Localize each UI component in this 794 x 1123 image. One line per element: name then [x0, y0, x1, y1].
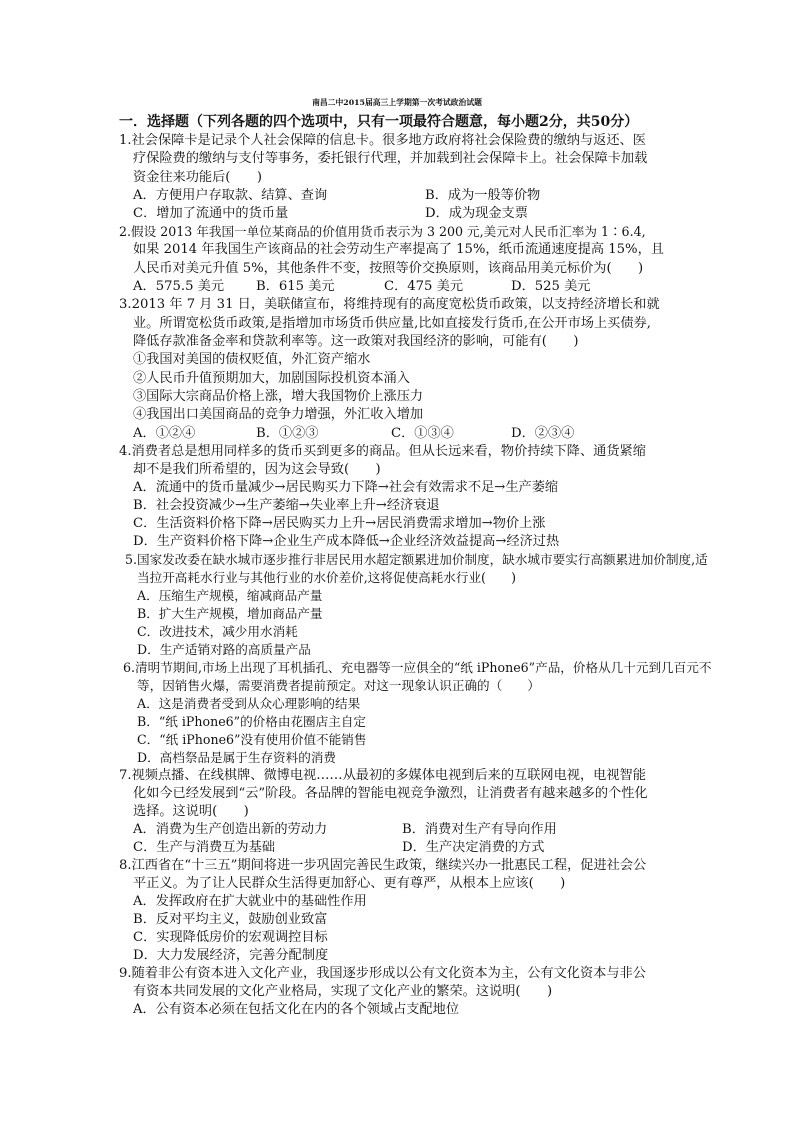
- question-7-line-1: 7.视频点播、在线棋牌、微博电视……从最初的多媒体电视到后来的互联网电视，电视智能: [119, 768, 646, 783]
- question-6-option-c: C．“纸 iPhone6”没有使用价值不能销售: [137, 732, 367, 747]
- question-5-option-c: C．改进技术，减少用水消耗: [137, 624, 298, 639]
- question-2-line-1: 2.假设 2013 年我国一单位某商品的价值用货币表示为 3 200 元,美元对人民币汇率为 1∶6.4,: [119, 224, 646, 239]
- question-8-line-1: 8.江西省在“十三五”期间将进一步巩固完善民生政策，继续兴办一批惠民工程，促进社会公: [119, 858, 647, 873]
- question-1-option-c: C．增加了流通中的货币量: [133, 206, 289, 221]
- question-2-line-2: 如果 2014 年我国生产该商品的社会劳动生产率提高了 15%，纸币流通速度提高 15%，且: [133, 242, 664, 257]
- question-7-option-b: B．消费对生产有导向作用: [402, 822, 557, 837]
- question-7-option-c: C．生产与消费互为基础: [133, 840, 275, 855]
- question-2-option-c: C．475 美元: [384, 279, 464, 294]
- question-2-line-3: 人民币对美元升值 5%，其他条件不变，按照等价交换原则，该商品用美元标价为( ): [133, 261, 644, 276]
- question-5-option-d: D．生产适销对路的高质量产品: [137, 642, 311, 657]
- question-8-option-a: A．发挥政府在扩大就业中的基础性作用: [133, 894, 367, 909]
- question-4-option-c: C．生活资料价格下降→居民购买力上升→居民消费需求增加→物价上涨: [133, 516, 546, 531]
- question-2-option-b: B．615 美元: [256, 279, 335, 294]
- question-3-line-3: 降低存款准备金率和贷款利率等。这一政策对我国经济的影响，可能有( ): [133, 334, 579, 349]
- question-1-line-3: 资金往来功能后( ): [133, 170, 262, 185]
- question-1-option-a: A．方便用户存取款、结算、查询: [133, 188, 328, 203]
- question-1-line-1: 1.社会保障卡是记录个人社会保障的信息卡。很多地方政府将社会保险费的缴纳与返还、医: [119, 133, 646, 148]
- question-2-option-a: A．575.5 美元: [133, 279, 225, 294]
- question-7-line-3: 选择。这说明( ): [133, 804, 249, 819]
- question-1-line-2: 疗保险费的缴纳与支付等事务，委托银行代理，并加载到社会保障卡上。社会保障卡加载: [133, 151, 648, 166]
- question-3-statement-1: ①我国对美国的债权贬值，外汇资产缩水: [133, 352, 371, 367]
- question-8-option-d: D．大力发展经济，完善分配制度: [133, 948, 329, 963]
- question-8-option-c: C．实现降低房价的宏观调控目标: [133, 930, 328, 945]
- page-title: 南昌二中2015届高三上学期第一次考试政治试题: [312, 98, 482, 107]
- question-3-line-1: 3.2013 年 7 月 31 日，美联储宣布，将维持现有的高度宽松货币政策，以支持经济增长和就: [119, 297, 660, 312]
- question-9-line-2: 有资本共同发展的文化产业格局，实现了文化产业的繁荣。这说明( ): [133, 984, 553, 999]
- question-3-option-a: A．①②④: [133, 426, 196, 441]
- question-4-line-2: 却不是我们所希望的，因为这会导致( ): [133, 462, 381, 477]
- question-1-option-b: B．成为一般等价物: [425, 188, 541, 203]
- question-3-option-c: C．①③④: [391, 426, 454, 441]
- question-9-option-a: A．公有资本必须在包括文化在内的各个领域占支配地位: [133, 1002, 460, 1017]
- question-3-statement-3: ③国际大宗商品价格上涨，增大我国物价上涨压力: [133, 389, 424, 404]
- question-4-option-d: D．生产资料价格下降→企业生产成本降低→企业经济效益提高→经济过热: [133, 534, 560, 549]
- question-5-option-b: B．扩大生产规模，增加商品产量: [137, 606, 323, 621]
- question-6-option-d: D．高档祭品是属于生存资料的消费: [137, 750, 337, 765]
- question-8-option-b: B．反对平均主义，鼓励创业致富: [133, 912, 328, 927]
- section-heading: 一．选择题（下列各题的四个选项中，只有一项最符合题意，每小题2分，共50分）: [119, 114, 639, 130]
- question-3-option-d: D．②③④: [511, 426, 575, 441]
- question-4-line-1: 4.消费者总是想用同样多的货币买到更多的商品。但从长远来看，物价持续下降、通货紧缩: [119, 444, 646, 459]
- question-6-option-b: B．“纸 iPhone6”的价格由花圈店主自定: [137, 714, 367, 729]
- question-1-option-d: D．成为现金支票: [425, 206, 528, 221]
- question-4-option-b: B．社会投资减少→生产萎缩→失业率上升→经济衰退: [133, 498, 440, 513]
- question-6-option-a: A．这是消费者受到从众心理影响的结果: [137, 696, 361, 711]
- question-5-option-a: A．压缩生产规模，缩减商品产量: [137, 588, 323, 603]
- question-9-line-1: 9.随着非公有资本进入文化产业，我国逐步形成以公有文化资本为主，公有文化资本与非公: [119, 966, 646, 981]
- question-4-option-a: A．流通中的货币量减少→居民购买力下降→社会有效需求不足→生产萎缩: [133, 480, 559, 495]
- question-7-line-2: 化如今已经发展到“云”阶段。各品牌的智能电视竞争激烈，让消费者有越来越多的个性化: [133, 786, 648, 801]
- question-3-statement-4: ④我国出口美国商品的竞争力增强，外汇收入增加: [133, 407, 424, 422]
- question-6-line-2: 等，因销售火爆，需要消费者提前预定。对这一现象认识正确的（ ）: [137, 678, 540, 693]
- question-5-line-1: 5.国家发改委在缺水城市逐步推行非居民用水超定额累进加价制度，缺水城市要实行高额累进加价制度,适: [125, 552, 708, 567]
- question-2-option-d: D．525 美元: [511, 279, 591, 294]
- question-6-line-1: 6.清明节期间,市场上出现了耳机插孔、充电器等一应俱全的“纸 iPhone6”产品，价格从几十元到几百元不: [123, 660, 712, 675]
- question-8-line-2: 平正义。为了让人民群众生活得更加舒心、更有尊严，从根本上应该( ): [133, 876, 566, 891]
- question-7-option-d: D．生产决定消费的方式: [402, 840, 545, 855]
- question-3-line-2: 业。所谓宽松货币政策,是指增加市场货币供应量,比如直接发行货币,在公开市场上买债券,: [133, 316, 651, 331]
- question-3-statement-2: ②人民币升值预期加大，加剧国际投机资本涌入: [133, 371, 410, 386]
- question-3-option-b: B．①②③: [256, 426, 319, 441]
- question-7-option-a: A．消费为生产创造出新的劳动力: [133, 822, 328, 837]
- question-5-line-2: 当拉开高耗水行业与其他行业的水价差价,这将促使高耗水行业( ): [137, 570, 517, 585]
